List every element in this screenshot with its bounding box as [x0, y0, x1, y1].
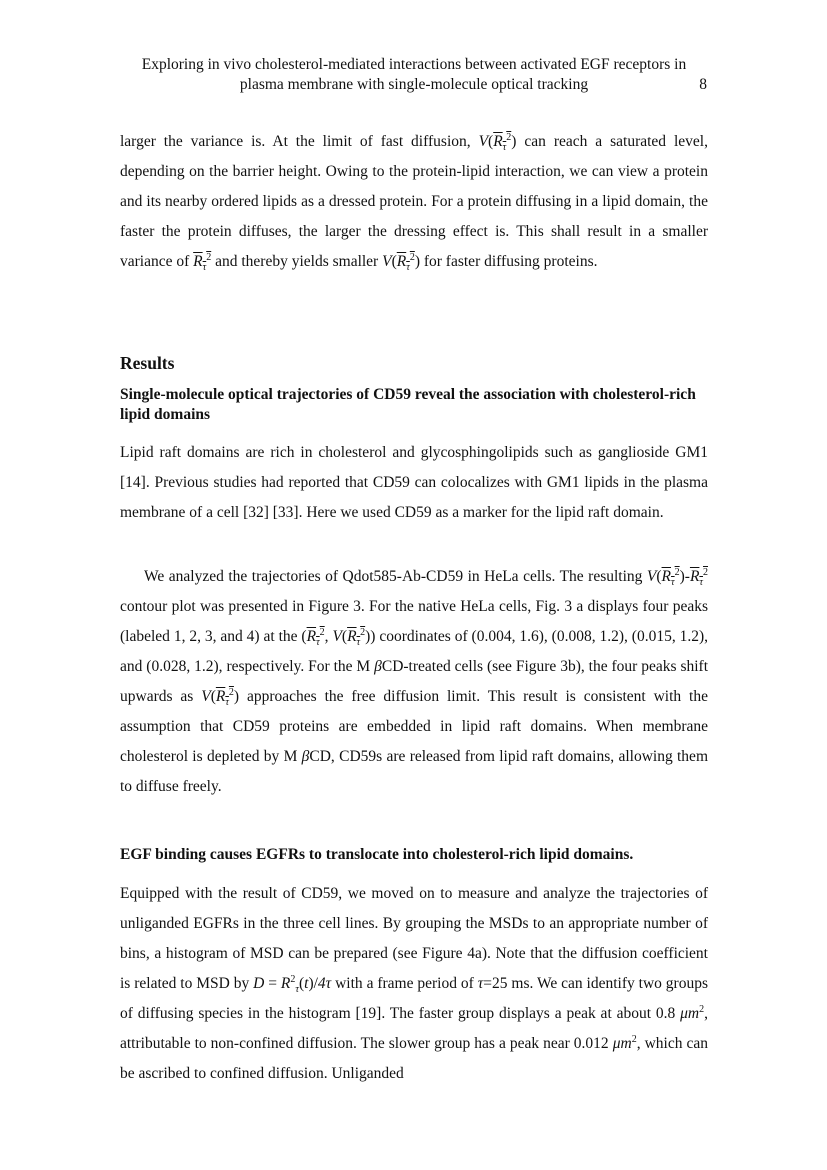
intro-paragraph-block	[120, 127, 708, 277]
subheading-egf-block	[120, 845, 708, 865]
math-um2-2: $\mu m^2$	[612, 1033, 637, 1052]
results-heading-block	[120, 352, 708, 374]
subheading-egf: EGF binding causes EGFRs to translocate into cholesterol-rich lipid domains.	[120, 846, 634, 863]
egf-paragraph-block	[120, 879, 708, 1089]
cd59-paragraph-1: Lipid raft domains are rich in cholesterol and glycosphingolipids such as ganglioside GM1 [14]. Previous studies had reported that CD59 can colocalizes with GM1 lipids in the plasma membrane of a cell [32] [33]. Here we used CD59 as a marker for the lipid raft domain.	[120, 444, 708, 521]
math-um2: $\mu m^2$	[680, 1003, 705, 1022]
math-var-r: $V(R_\tau^2)$	[478, 131, 517, 154]
cd59-paragraph-2: We analyzed the trajectories of Qdot585-Ab-CD59 in HeLa cells. The resulting $V(R_\tau^2)-R_\tau^2$ contour plot was presented in Figure 3. For the native HeLa cells, Fig. 3 a displays four peaks (labeled 1, 2, 3, and 4) at the ($R_\tau^2$, $V(R_\tau^2)$) coordinates of (0.004, 1.6), (0.008, 1.2), (0.015, 1.2), and (0.028, 1.2), respectively. For the M βCD-treated cells (see Figure 3b), the four peaks shift upwards as $V(R_\tau^2)$ approaches the free diffusion limit. This result is consistent with the assumption that CD59 proteins are embedded in lipid raft domains. When membrane cholesterol is depleted by M βCD, CD59s are released from lipid raft domains, allowing them to diffuse freely.	[120, 566, 709, 795]
math-coordinate-pair: ($R_\tau^2$, $V(R_\tau^2)$)	[301, 626, 376, 649]
intro-paragraph: larger the variance is. At the limit of fast diffusion, $V(R_\tau^2)$ can reach a saturated level, depending on the barrier height. Owing to the protein-lipid interaction, we can view a protein and its nearby ordered lipids as a dressed protein. For a protein diffusing in a lipid domain, the faster the protein diffuses, the larger the dressing effect is. This shall result in a smaller variance of $R_\tau^2$ and thereby yields smaller $V(R_\tau^2)$ for faster diffusing proteins.	[120, 131, 708, 274]
math-tau: τ	[477, 975, 484, 992]
math-beta: β	[374, 658, 382, 675]
page-number: 8	[699, 76, 707, 93]
running-head	[120, 55, 708, 95]
running-title-line-1: Exploring in vivo cholesterol-mediated interactions between activated EGF receptors in	[141, 56, 687, 73]
subheading-cd59-block	[120, 385, 708, 425]
math-r2: $R_\tau^2$	[193, 251, 212, 274]
math-var-vs-r2: $V(R_\tau^2)-R_\tau^2$	[646, 566, 708, 589]
egf-paragraph: Equipped with the result of CD59, we moved on to measure and analyze the trajectories of unliganded EGFRs in the three cell lines. By grouping the MSDs to an appropriate number of bins, a histogram of MSD can be prepared (see Figure 4a). Note that the diffusion coefficient is related to MSD by $D = R^2_\tau(t)/4\tau$ with a frame period of τ=25 ms. We can identify two groups of diffusing species in the histogram [19]. The faster group displays a peak at about 0.8 $\mu m^2$, attributable to non-confined diffusion. The slower group has a peak near 0.012 $\mu m^2$, which can be ascribed to confined diffusion. Unliganded	[120, 885, 709, 1082]
math-var-r-3: $V(R_\tau^2)$	[201, 686, 240, 709]
results-heading: Results	[120, 353, 175, 373]
math-beta-2: β	[301, 748, 310, 765]
running-title-line-2: plasma membrane with single-molecule optical tracking	[239, 76, 589, 93]
subheading-cd59: Single-molecule optical trajectories of CD59 reveal the association with cholesterol-rich lipid domains	[120, 386, 696, 423]
math-diffusion-eq: $D = R^2_\tau(t)/4\tau$	[253, 973, 332, 996]
math-var-r-2: $V(R_\tau^2)$	[382, 251, 420, 274]
cd59-paragraph-2-block	[120, 562, 708, 802]
cd59-paragraph-1-block	[120, 438, 708, 528]
